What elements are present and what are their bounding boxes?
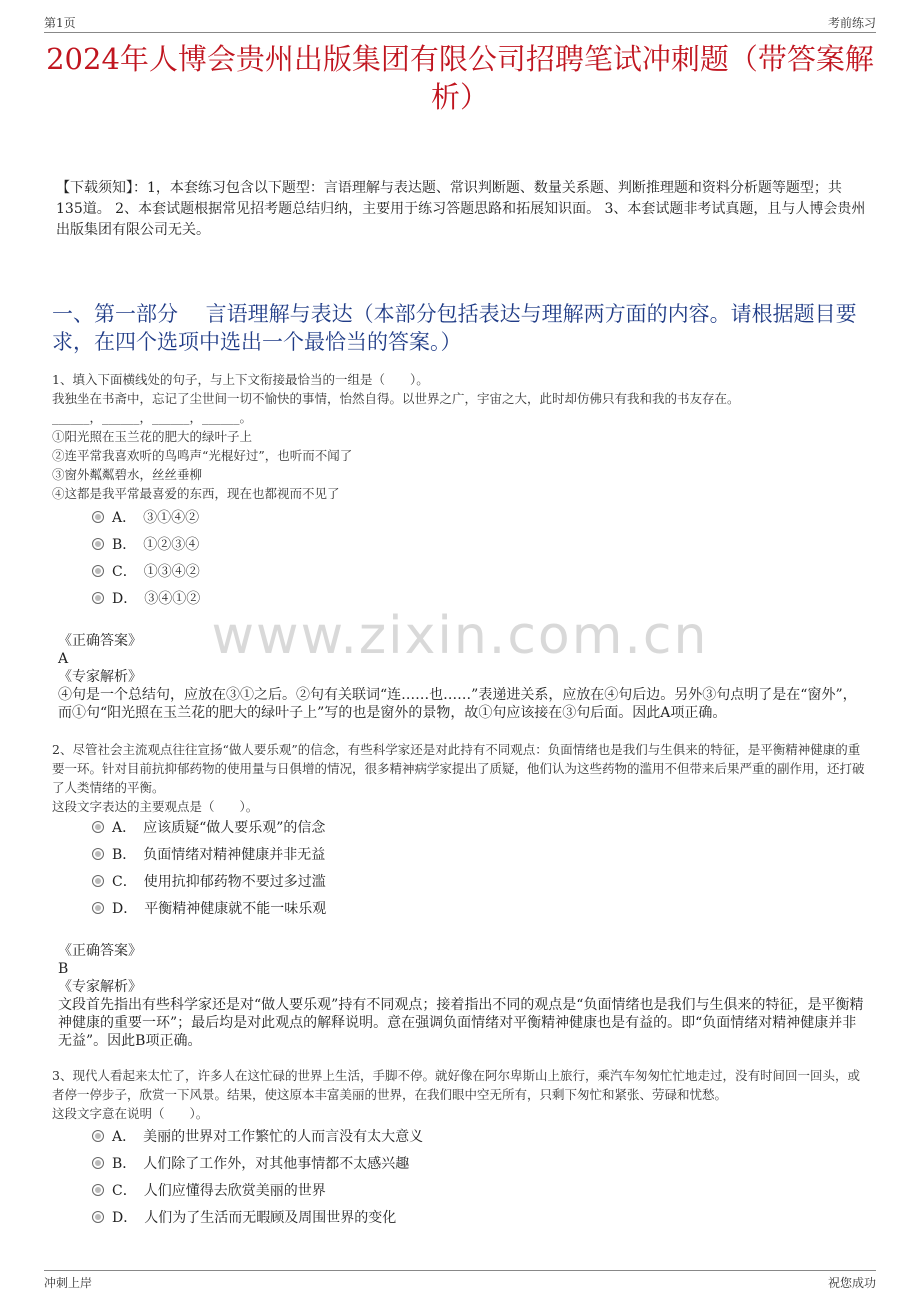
header-tag: 考前练习 — [827, 16, 876, 30]
page-number: 第1页 — [44, 16, 76, 30]
question-text: 3、现代人看起来太忙了，许多人在这忙碌的世界上生活，手脚不停。就好像在阿尔卑斯山上旅行，乘汽车匆匆忙忙地走过，没有时间回一回头，或者停一停步子，欣赏一下风景。结果，使这原本丰富美丽的世界，在我们眼中空无所有，只剩下匆忙和紧张、劳碌和忧愁。 — [52, 1068, 860, 1102]
q2-option-c[interactable]: C． 使用抗抑郁药物不要过多过滥 — [92, 872, 326, 892]
analysis-label: 《专家解析》 — [58, 669, 142, 685]
radio-icon[interactable] — [92, 511, 104, 523]
radio-icon[interactable] — [92, 1157, 104, 1169]
document-title: 2024年人博会贵州出版集团有限公司招聘笔试冲刺题（带答案解析） — [46, 42, 874, 114]
radio-icon[interactable] — [92, 592, 104, 604]
question-text: ②连平常我喜欢听的鸟鸣声“光棍好过”，也听而不闻了 — [52, 448, 353, 463]
answer-value: B — [58, 961, 69, 977]
q3-option-d[interactable]: D． 人们为了生活而无暇顾及周围世界的变化 — [92, 1208, 396, 1228]
question-text: ③窗外粼粼碧水，丝丝垂柳 — [52, 467, 203, 482]
answer-value: A — [58, 651, 69, 667]
question-3-stem — [52, 1066, 868, 1123]
question-text: 这段文字意在说明（ ）。 — [52, 1106, 209, 1121]
analysis-text: 文段首先指出有些科学家还是对“做人要乐观”持有不同观点；接着指出不同的观点是“负面情绪也是我们与生俱来的特征，是平衡精神健康的重要一环”；最后均是对此观点的解释说明。意在强调负面情绪对平衡精神健康也是有益的。即“负面情绪对精神健康并非无益”。因此B项正确。 — [58, 997, 864, 1049]
q1-option-d[interactable]: D． ③④①② — [92, 589, 200, 609]
q1-option-c[interactable]: C． ①③④② — [92, 562, 200, 582]
question-text: 我独坐在书斋中，忘记了尘世间一切不愉快的事情，怡然自得。以世界之广，宇宙之大，此时却仿佛只有我和我的书友存在。 — [52, 391, 740, 406]
q3-option-c[interactable]: C． 人们应懂得去欣赏美丽的世界 — [92, 1181, 326, 1201]
q1-option-a[interactable]: A． ③①④② — [92, 508, 199, 528]
section-heading: 一、第一部分 言语理解与表达（本部分包括表达与理解两方面的内容。请根据题目要求，在四个选项中选出一个最恰当的答案。） — [52, 302, 857, 354]
page-footer — [44, 1270, 876, 1293]
page-header — [44, 12, 876, 33]
radio-icon[interactable] — [92, 1184, 104, 1196]
radio-icon[interactable] — [92, 848, 104, 860]
footer-right: 祝您成功 — [827, 1276, 876, 1290]
analysis-label: 《专家解析》 — [58, 979, 142, 995]
q3-option-b[interactable]: B． 人们除了工作外，对其他事情都不太感兴趣 — [92, 1154, 409, 1174]
radio-icon[interactable] — [92, 821, 104, 833]
watermark: www.zixin.com.cn — [211, 606, 709, 666]
question-text: ①阳光照在玉兰花的肥大的绿叶子上 — [52, 429, 253, 444]
question-text: ______，______，______，______。 — [52, 410, 253, 425]
question-2-stem — [52, 740, 868, 816]
question-text: 2、尽管社会主流观点往往宣扬“做人要乐观”的信念，有些科学家还是对此持有不同观点：负面情绪也是我们与生俱来的特征，是平衡精神健康的重要一环。针对目前抗抑郁药物的使用量与日俱增的情况，很多精神病学家提出了质疑，他们认为这些药物的滥用不但带来后果严重的副作用，还打破了人类情绪的平衡。 — [52, 742, 865, 795]
footer-left: 冲刺上岸 — [44, 1276, 93, 1290]
radio-icon[interactable] — [92, 1130, 104, 1142]
q3-option-a[interactable]: A． 美丽的世界对工作繁忙的人而言没有太大意义 — [92, 1127, 423, 1147]
q2-option-a[interactable]: A． 应该质疑“做人要乐观”的信念 — [92, 818, 325, 838]
q1-option-b[interactable]: B． ①②③④ — [92, 535, 199, 555]
analysis-text: ④句是一个总结句，应放在③①之后。②句有关联词“连……也……”表递进关系，应放在④句后边。另外③句点明了是在“窗外”，而①句“阳光照在玉兰花的肥大的绿叶子上”写的也是窗外的景物，故①句应该接在③句后面。因此A项正确。 — [58, 687, 857, 721]
q2-option-b[interactable]: B． 负面情绪对精神健康并非无益 — [92, 845, 325, 865]
question-text: 这段文字表达的主要观点是（ ）。 — [52, 799, 259, 814]
answer-label: 《正确答案》 — [58, 943, 142, 959]
q2-answer-block — [58, 942, 868, 1050]
radio-icon[interactable] — [92, 538, 104, 550]
question-text: ④这都是我平常最喜爱的东西，现在也都视而不见了 — [52, 486, 340, 501]
radio-icon[interactable] — [92, 565, 104, 577]
question-1-stem — [52, 370, 868, 503]
radio-icon[interactable] — [92, 875, 104, 887]
q2-option-d[interactable]: D． 平衡精神健康就不能一味乐观 — [92, 899, 326, 919]
download-notice: 【下载须知】：1，本套练习包含以下题型：言语理解与表达题、常识判断题、数量关系题、判断推理题和资料分析题等题型；共135道。 2、本套试题根据常见招考题总结归纳，主要用于练习答题思路和拓展知识面。 3、本套试题非考试真题，且与人博会贵州出版集团有限公司无关。 — [56, 180, 866, 238]
question-text: 1、填入下面横线处的句子，与上下文衔接最恰当的一组是（ ）。 — [52, 372, 429, 387]
radio-icon[interactable] — [92, 902, 104, 914]
answer-label: 《正确答案》 — [58, 633, 142, 649]
radio-icon[interactable] — [92, 1211, 104, 1223]
